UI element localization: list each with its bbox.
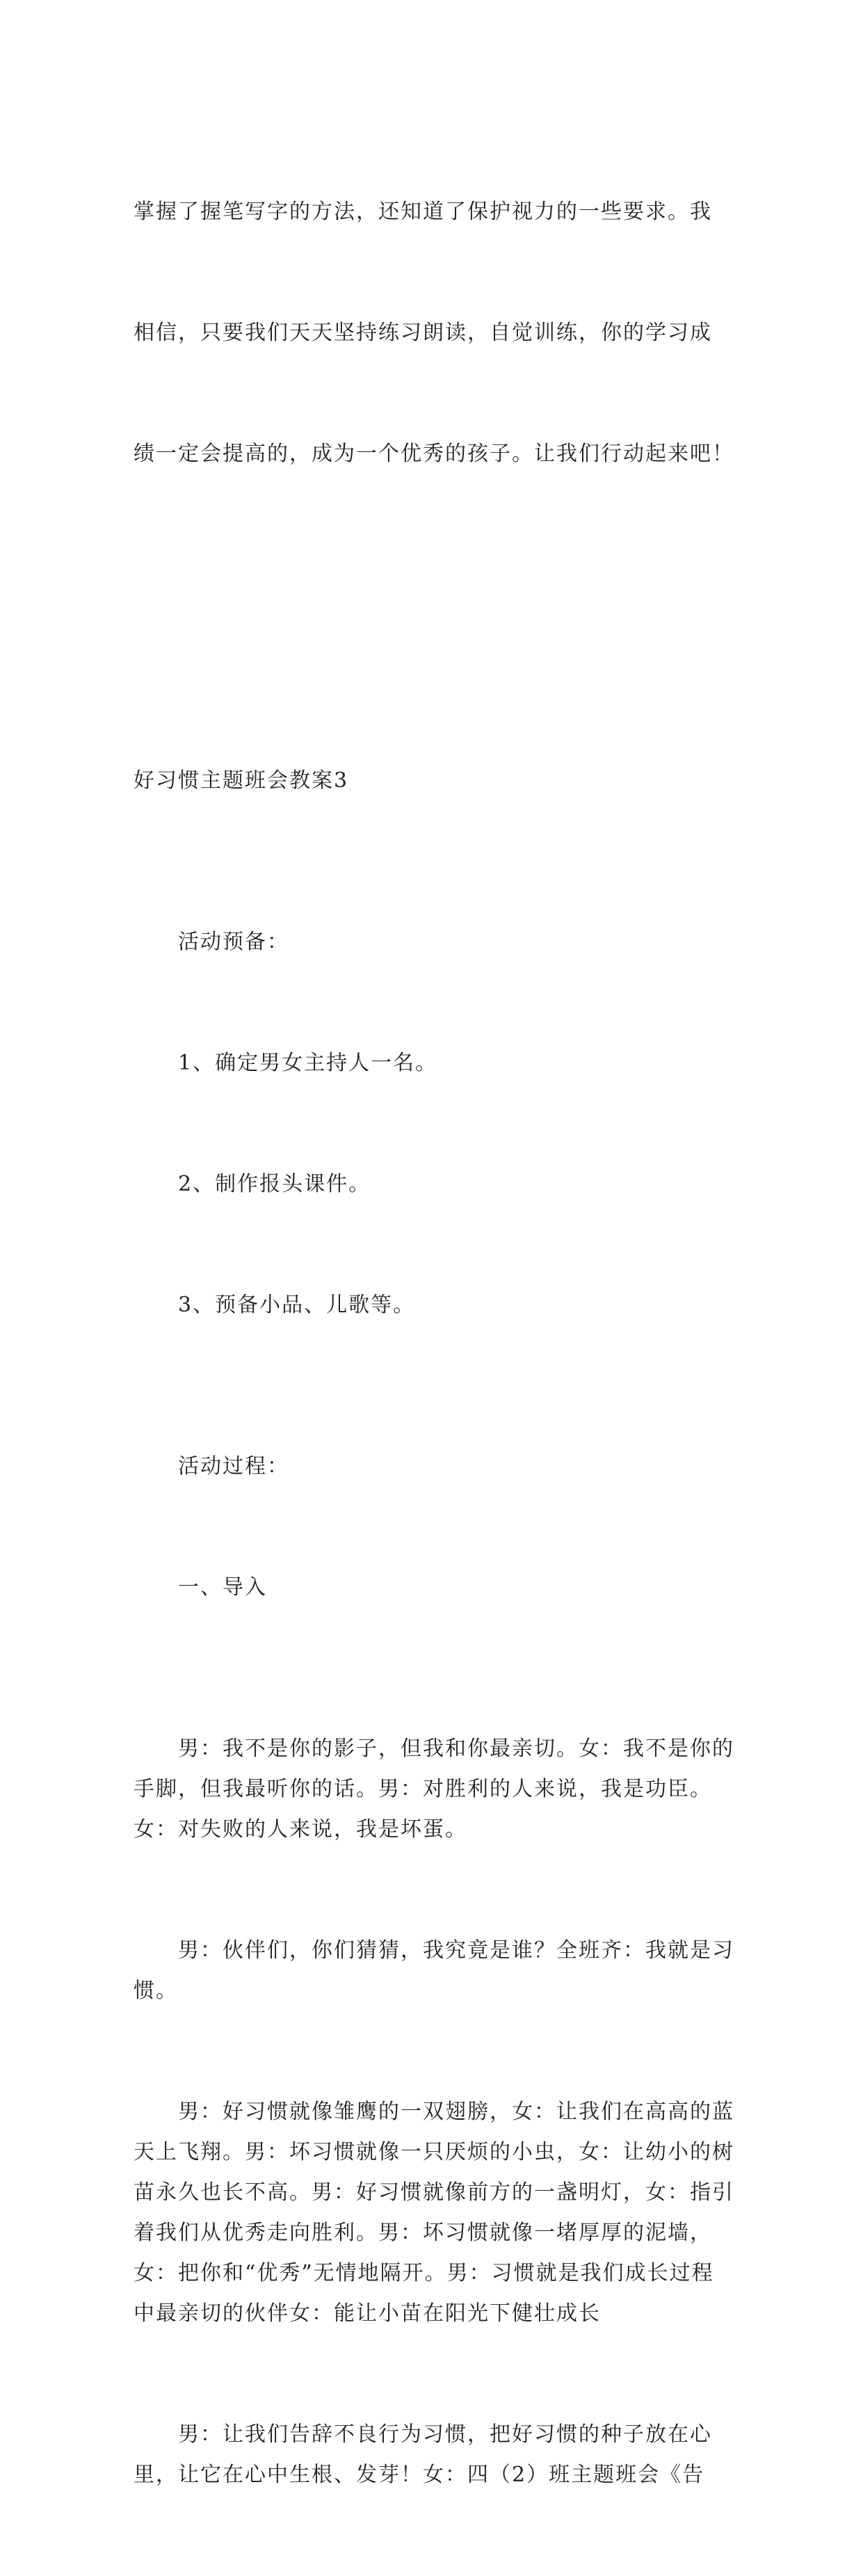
prep-item-1: 1、确定男女主持人一名。 bbox=[178, 1051, 438, 1075]
prep-heading: 活动预备： bbox=[178, 930, 289, 954]
prep-item-2: 2、制作报头课件。 bbox=[178, 1172, 371, 1196]
document-body bbox=[134, 111, 734, 2576]
process-heading: 活动过程： bbox=[178, 1454, 289, 1479]
intro-line-3: 绩一定会提高的，成为一个优秀的孩子。让我们行动起来吧！ bbox=[134, 442, 734, 466]
section-title: 好习惯主题班会教案3 bbox=[134, 768, 349, 793]
prep-item-3: 3、预备小品、儿歌等。 bbox=[178, 1293, 416, 1317]
dialog-paragraph-3: 男：好习惯就像雏鹰的一双翅膀，女：让我们在高高的蓝天上飞翔。男：坏习惯就像一只厌烦的小虫，女：让幼小的树苗永久也长不高。男：好习惯就像前方的一盏明灯，女：指引着我们从优秀走向胜利。男：坏习惯就像一堵厚厚的泥墙，女：把你和“优秀”无情地隔开。男：习惯就是我们成长过程中最亲切的伙伴女：能让小苗在阳光下健壮成长 bbox=[134, 2100, 734, 2326]
dialog-paragraph-2: 男：伙伴们，你们猜猜，我究竟是谁？全班齐：我就是习惯。 bbox=[134, 1938, 734, 2003]
intro-line-1: 掌握了握笔写字的方法，还知道了保护视力的一些要求。我 bbox=[134, 200, 712, 224]
step-heading: 一、导入 bbox=[178, 1575, 267, 1600]
intro-line-2: 相信，只要我们天天坚持练习朗读，自觉训练，你的学习成 bbox=[134, 321, 712, 345]
dialog-paragraph-1: 男：我不是你的影子，但我和你最亲切。女：我不是你的手脚，但我最听你的话。男：对胜利的人来说，我是功臣。女：对失败的人来说，我是坏蛋。 bbox=[134, 1737, 734, 1842]
section-spacer bbox=[134, 595, 734, 640]
dialog-paragraph-4: 男：让我们告辞不良行为习惯，把好习惯的种子放在心里，让它在心中生根、发芽！女：四（2）班主题班会《告 bbox=[134, 2422, 712, 2487]
